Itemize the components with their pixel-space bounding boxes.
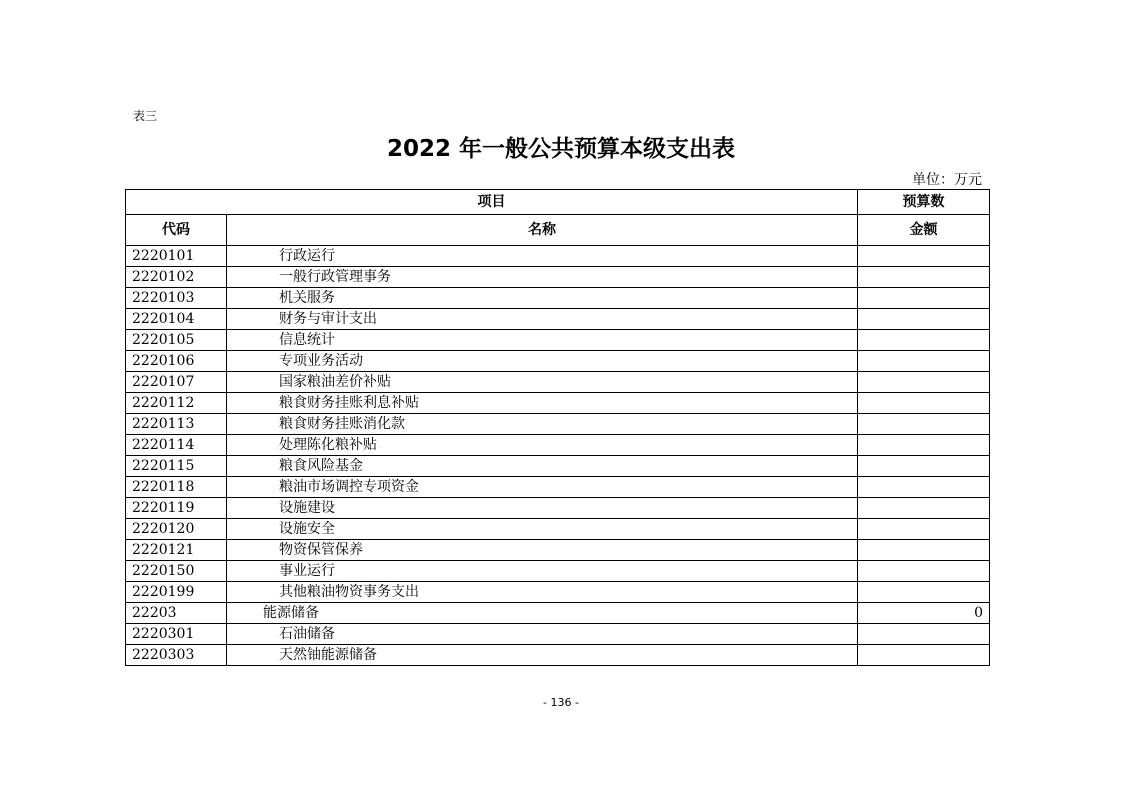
row-code: 2220303: [126, 645, 227, 666]
row-amount: [858, 393, 990, 414]
row-name: 处理陈化粮补贴: [227, 435, 858, 456]
row-code: 2220112: [126, 393, 227, 414]
row-amount: [858, 540, 990, 561]
row-amount: [858, 288, 990, 309]
row-code: 2220103: [126, 288, 227, 309]
unit-label: 单位：万元: [912, 172, 982, 188]
row-amount: [858, 414, 990, 435]
row-name: 粮食财务挂账消化款: [227, 414, 858, 435]
row-name: 石油储备: [227, 624, 858, 645]
row-amount: [858, 267, 990, 288]
row-amount: [858, 582, 990, 603]
row-amount: 0: [858, 603, 990, 624]
header-budget: 预算数: [858, 190, 990, 215]
row-code: 2220106: [126, 351, 227, 372]
table-row: [126, 498, 990, 519]
table-row: [126, 246, 990, 267]
header-amount: 金额: [858, 215, 990, 246]
table-row: [126, 582, 990, 603]
row-amount: [858, 498, 990, 519]
table-row: [126, 645, 990, 666]
row-code: 2220102: [126, 267, 227, 288]
row-name: 设施建设: [227, 498, 858, 519]
table-row: [126, 414, 990, 435]
row-code: 2220118: [126, 477, 227, 498]
table-row: [126, 540, 990, 561]
row-amount: [858, 246, 990, 267]
table-group-header-row: [126, 190, 990, 215]
row-code: 2220119: [126, 498, 227, 519]
table-row: [126, 288, 990, 309]
row-amount: [858, 456, 990, 477]
row-code: 2220107: [126, 372, 227, 393]
table-row: [126, 267, 990, 288]
row-code: 2220115: [126, 456, 227, 477]
row-code: 2220105: [126, 330, 227, 351]
row-name: 物资保管保养: [227, 540, 858, 561]
table-row: [126, 561, 990, 582]
table-row: [126, 309, 990, 330]
row-name: 天然铀能源储备: [227, 645, 858, 666]
table-row: [126, 519, 990, 540]
row-amount: [858, 645, 990, 666]
table-row: [126, 393, 990, 414]
row-name: 行政运行: [227, 246, 858, 267]
row-amount: [858, 372, 990, 393]
header-name: 名称: [227, 215, 858, 246]
table-row: [126, 435, 990, 456]
row-name: 国家粮油差价补贴: [227, 372, 858, 393]
budget-table: [125, 189, 990, 666]
row-name: 机关服务: [227, 288, 858, 309]
row-name: 粮食财务挂账利息补贴: [227, 393, 858, 414]
table-row: [126, 351, 990, 372]
row-name: 信息统计: [227, 330, 858, 351]
row-code: 2220301: [126, 624, 227, 645]
row-code: 22203: [126, 603, 227, 624]
row-code: 2220121: [126, 540, 227, 561]
row-amount: [858, 435, 990, 456]
row-amount: [858, 624, 990, 645]
table-row: [126, 624, 990, 645]
table-row: [126, 603, 990, 624]
table-column-header-row: [126, 215, 990, 246]
page-number: - 136 -: [543, 696, 579, 709]
row-code: 2220120: [126, 519, 227, 540]
header-project: 项目: [126, 190, 858, 215]
row-name: 其他粮油物资事务支出: [227, 582, 858, 603]
row-code: 2220150: [126, 561, 227, 582]
row-amount: [858, 309, 990, 330]
row-code: 2220101: [126, 246, 227, 267]
row-name: 一般行政管理事务: [227, 267, 858, 288]
header-code: 代码: [126, 215, 227, 246]
row-name: 财务与审计支出: [227, 309, 858, 330]
table-row: [126, 456, 990, 477]
row-name: 专项业务活动: [227, 351, 858, 372]
table-row: [126, 477, 990, 498]
row-code: 2220199: [126, 582, 227, 603]
table-row: [126, 372, 990, 393]
row-name: 能源储备: [227, 603, 858, 624]
row-code: 2220114: [126, 435, 227, 456]
row-name: 粮油市场调控专项资金: [227, 477, 858, 498]
row-name: 粮食风险基金: [227, 456, 858, 477]
page-title: 2022 年一般公共预算本级支出表: [386, 136, 736, 162]
row-amount: [858, 351, 990, 372]
row-amount: [858, 519, 990, 540]
row-name: 事业运行: [227, 561, 858, 582]
table-label: 表三: [133, 109, 158, 123]
row-name: 设施安全: [227, 519, 858, 540]
table-row: [126, 330, 990, 351]
row-amount: [858, 477, 990, 498]
row-code: 2220104: [126, 309, 227, 330]
row-amount: [858, 330, 990, 351]
row-code: 2220113: [126, 414, 227, 435]
row-amount: [858, 561, 990, 582]
